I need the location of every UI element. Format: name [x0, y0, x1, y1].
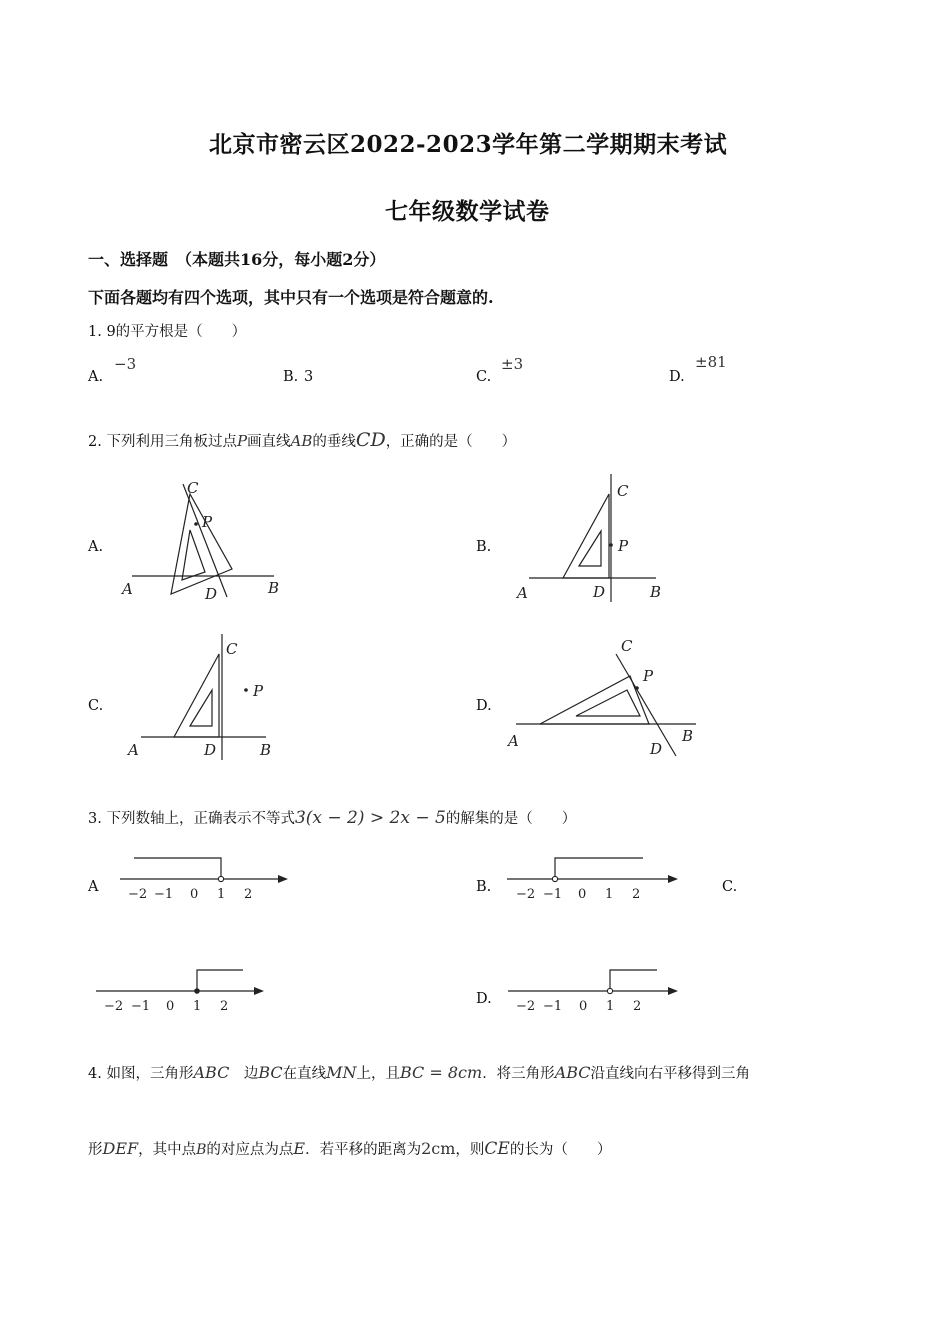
svg-text:1: 1 — [606, 999, 615, 1014]
fig-a-label-c: C — [187, 479, 199, 497]
fig-a-label-a: A — [122, 580, 133, 598]
svg-text:1: 1 — [193, 999, 202, 1014]
q1-option-d-label: D. — [669, 369, 685, 385]
svg-text:−1: −1 — [543, 887, 563, 902]
svg-text:−2: −2 — [516, 887, 536, 902]
svg-text:−2: −2 — [104, 999, 124, 1014]
fig-b-label-c: C — [617, 482, 629, 500]
fig-a-label-d: D — [205, 585, 218, 603]
q1-option-c-value: ±3 — [501, 355, 524, 373]
fig-a-label-b: B — [268, 579, 280, 597]
svg-text:0: 0 — [190, 887, 199, 902]
fig-c-label-a: A — [128, 741, 139, 759]
svg-text:0: 0 — [166, 999, 175, 1014]
svg-text:−2: −2 — [516, 999, 536, 1014]
svg-text:−1: −1 — [131, 999, 151, 1014]
q4-line2: 形DEF，其中点B的对应点为点E．若平移的距离为2cm，则CE的长为（ ） — [88, 1139, 612, 1159]
q2-option-a-label: A. — [88, 539, 104, 555]
q2-option-d-label: D. — [476, 698, 492, 714]
fig-d-label-d: D — [650, 740, 663, 758]
q2-option-b-label: B. — [476, 539, 492, 555]
section-instruction: 下面各题均有四个选项，其中只有一个选项是符合题意的. — [88, 288, 494, 307]
svg-text:0: 0 — [579, 999, 588, 1014]
q3-option-a-label: A — [88, 879, 99, 895]
q2-stem: 2. 下列利用三角板过点P画直线AB的垂线CD，正确的是（ ） — [88, 429, 517, 451]
svg-text:−1: −1 — [543, 999, 563, 1014]
svg-text:2: 2 — [633, 999, 642, 1014]
q1-stem: 1. 9的平方根是（ ） — [88, 324, 247, 340]
svg-text:2: 2 — [220, 999, 229, 1014]
svg-text:1: 1 — [217, 887, 226, 902]
q4-line1: 4. 如图，三角形ABC 边BC在直线MN上，且BC = 8cm．将三角形ABC沿直线向右平移得到三角 — [88, 1063, 751, 1082]
q1-option-b-value: 3 — [304, 369, 314, 385]
svg-text:−2: −2 — [128, 887, 148, 902]
q1-option-c-label: C. — [476, 369, 492, 385]
fig-c-label-d: D — [204, 741, 217, 759]
section-heading: 一、选择题 （本题共16分，每小题2分） — [88, 250, 386, 269]
q1-option-b-label: B. — [283, 369, 299, 385]
fig-b-label-p: P — [618, 537, 629, 555]
q3-option-c-label: C. — [722, 879, 738, 895]
q1-option-a-label: A. — [88, 369, 104, 385]
fig-c-label-p: P — [253, 682, 264, 700]
q3-stem: 3. 下列数轴上，正确表示不等式3(x − 2) > 2x − 5的解集的是（ ） — [88, 808, 577, 828]
fig-d-label-c: C — [621, 637, 633, 655]
q3-option-b-label: B. — [476, 879, 492, 895]
svg-text:1: 1 — [605, 887, 614, 902]
fig-d-label-a: A — [508, 732, 519, 750]
fig-b-label-d: D — [593, 583, 606, 601]
q1-option-d-value: ±81 — [695, 353, 727, 371]
exam-title: 北京市密云区2022-2023学年第二学期期末考试 — [209, 131, 728, 158]
fig-b-label-a: A — [517, 584, 528, 602]
fig-d-label-p: P — [643, 667, 654, 685]
svg-text:0: 0 — [578, 887, 587, 902]
q2-option-c-label: C. — [88, 698, 104, 714]
q3-option-d-label: D. — [476, 991, 492, 1007]
fig-c-label-c: C — [226, 640, 238, 658]
svg-text:2: 2 — [244, 887, 253, 902]
exam-subtitle: 七年级数学试卷 — [385, 198, 550, 225]
fig-c-label-b: B — [260, 741, 272, 759]
fig-d-label-b: B — [682, 727, 694, 745]
q1-option-a-value: −3 — [114, 355, 137, 373]
fig-a-label-p: P — [202, 513, 213, 531]
svg-text:−1: −1 — [154, 887, 174, 902]
fig-b-label-b: B — [650, 583, 662, 601]
svg-text:2: 2 — [632, 887, 641, 902]
